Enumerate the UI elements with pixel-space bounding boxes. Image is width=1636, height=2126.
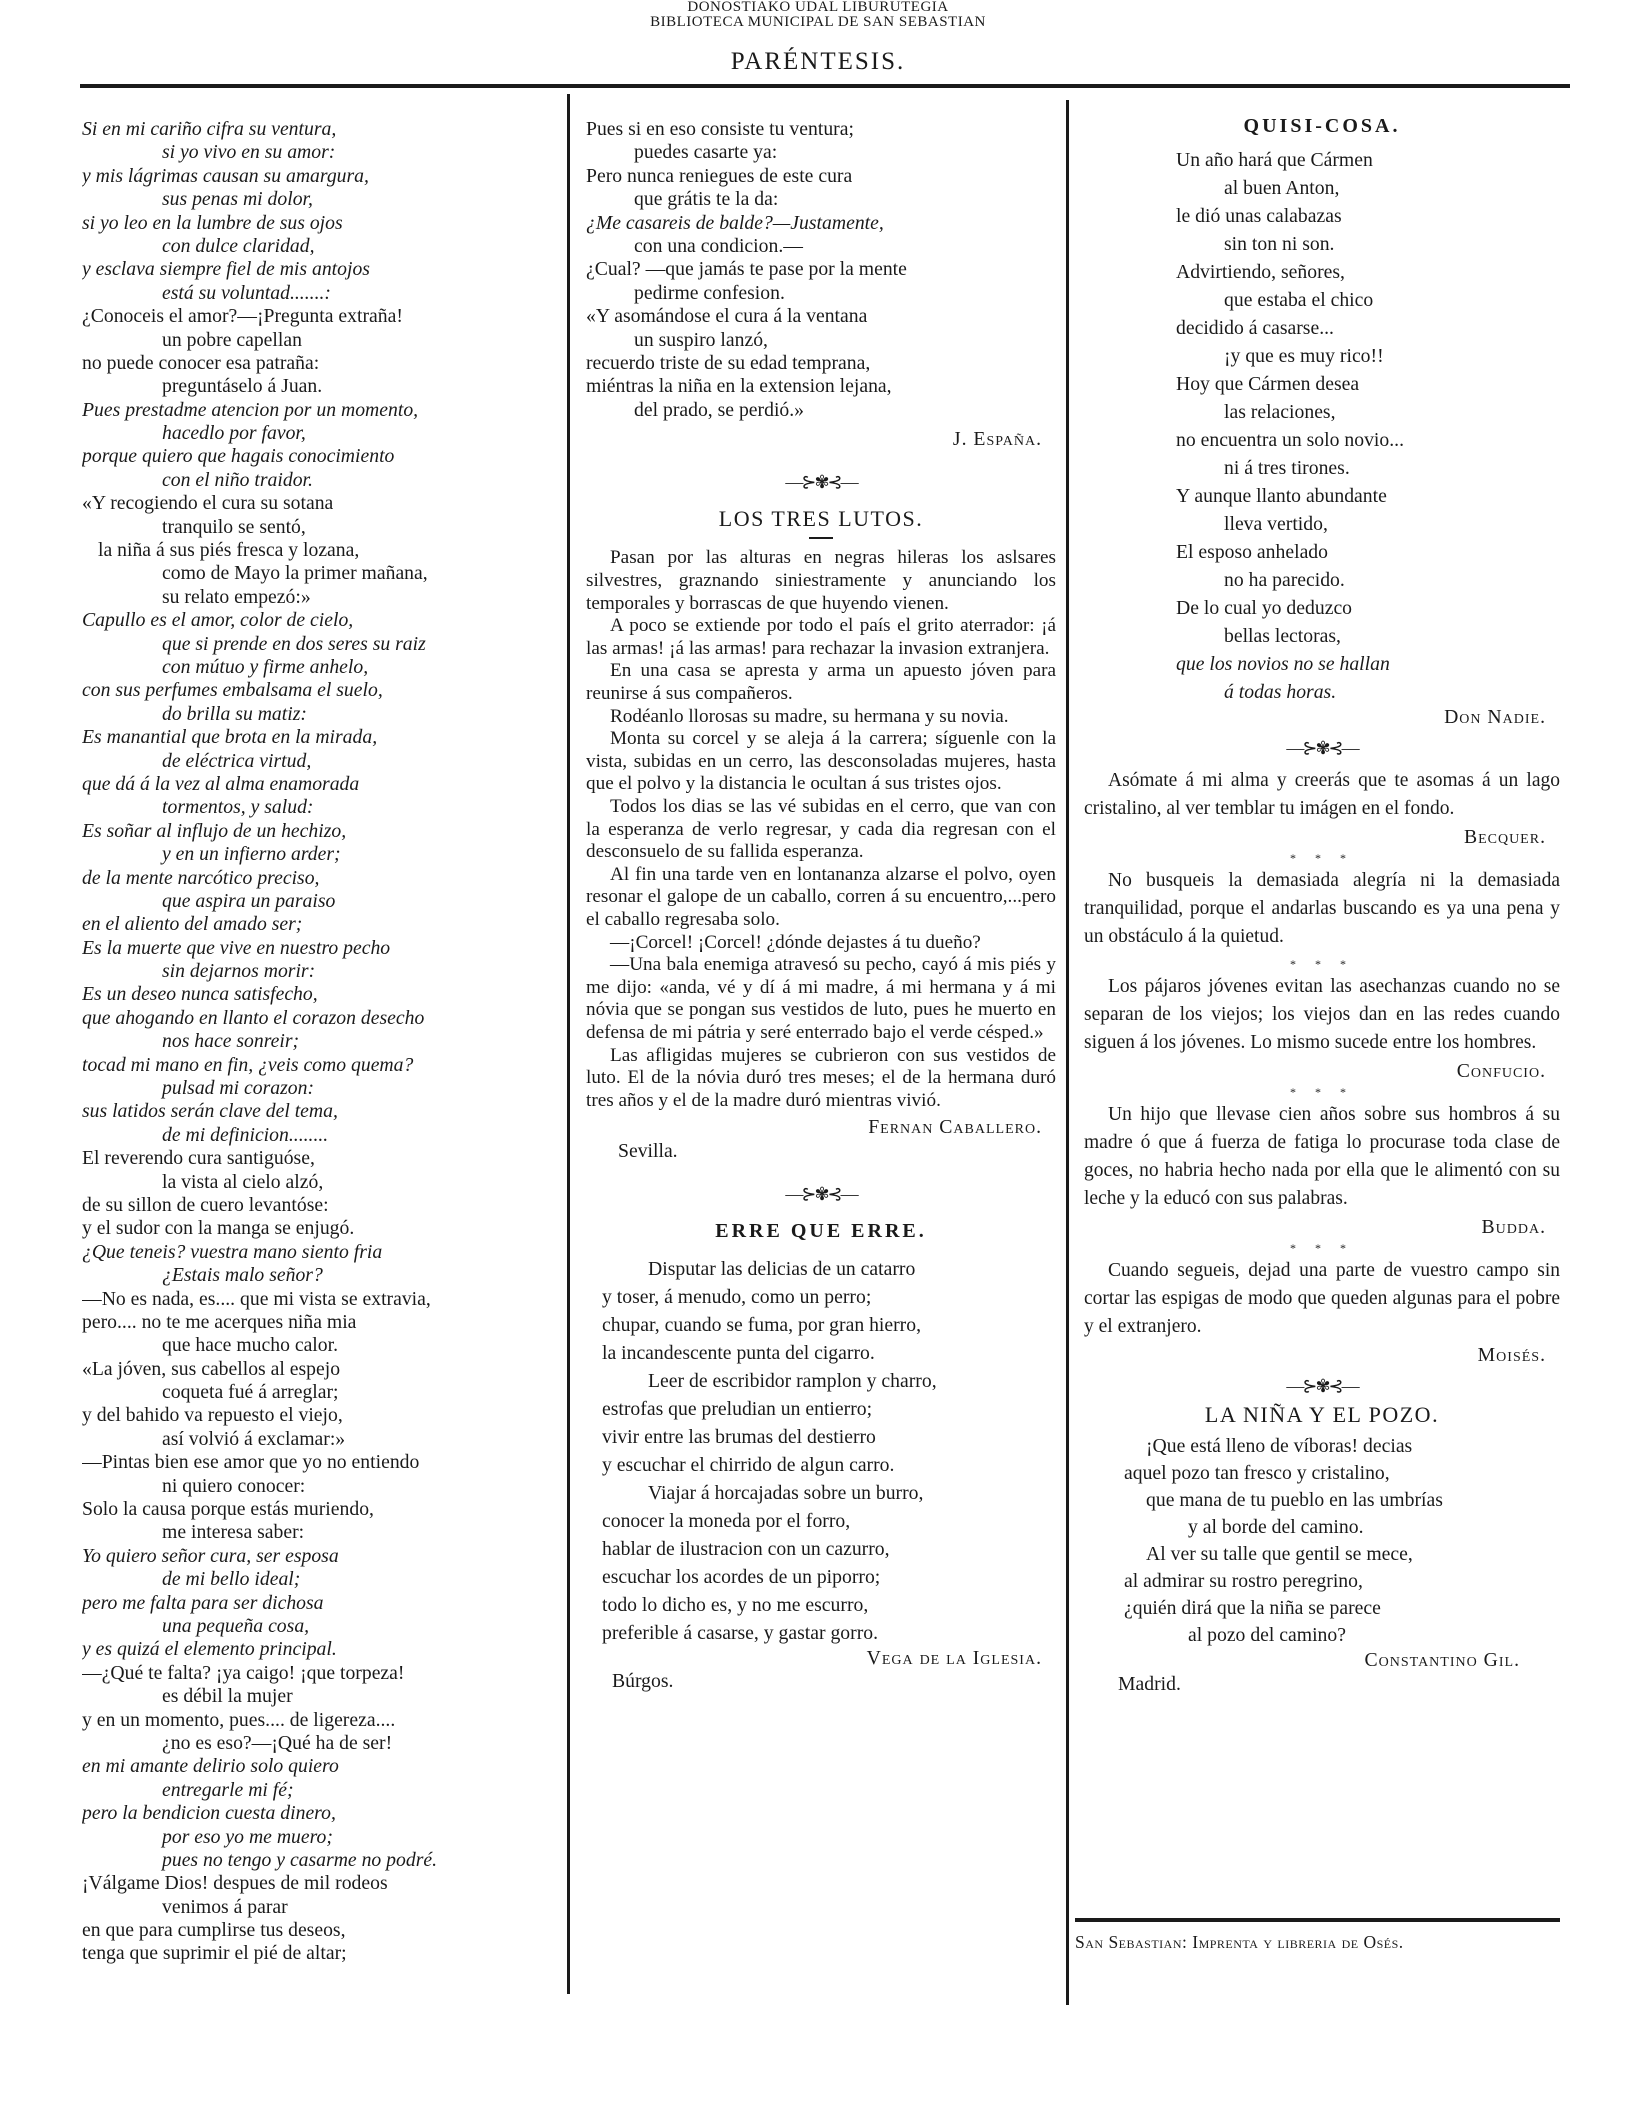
- verse-line: no puede conocer esa patraña:: [82, 351, 320, 374]
- verse-line: lleva vertido,: [1224, 513, 1328, 535]
- verse-line: ¿Que teneis? vuestra mano siento fria: [82, 1240, 383, 1263]
- verse-line: Y aunque llanto abundante: [1176, 485, 1387, 507]
- verse-line: pero.... no te me acerques niña mia: [82, 1310, 357, 1333]
- verse-line: De lo cual yo deduzco: [1176, 597, 1353, 619]
- verse-line: pues no tengo y casarme no podré.: [162, 1848, 438, 1871]
- verse-line: y al borde del camino.: [1188, 1516, 1364, 1539]
- verse-line: Es un deseo nunca satisfecho,: [82, 983, 318, 1006]
- verse-line: Pero nunca reniegues de este cura: [586, 164, 853, 187]
- verse-line: —¿Qué te falta? ¡ya caigo! ¡que torpeza!: [82, 1661, 405, 1684]
- paragraph: Rodéanlo llorosas su madre, su hermana y su novia.: [610, 705, 1009, 727]
- column-2: [586, 118, 1056, 1694]
- stars-divider: * * *: [1290, 1085, 1354, 1100]
- verse-line: que estaba el chico: [1224, 289, 1374, 311]
- verse-line: con dulce claridad,: [162, 234, 315, 257]
- verse-line: sin ton ni son.: [1224, 233, 1335, 255]
- stars-divider: * * *: [1290, 957, 1354, 972]
- verse-line: las relaciones,: [1224, 401, 1336, 423]
- verse-line: Pues prestadme atencion por un momento,: [82, 398, 419, 421]
- verse-line: Solo la causa porque estás muriendo,: [82, 1498, 374, 1521]
- sonnet-line: y escuchar el chirrido de algun carro.: [602, 1454, 895, 1477]
- sonnet-line: hablar de ilustracion con un cazurro,: [602, 1538, 890, 1561]
- verse-line: al buen Anton,: [1224, 177, 1340, 199]
- verse-line: tormentos, y salud:: [162, 796, 314, 819]
- verse-line: —No es nada, es.... que mi vista se extravia,: [82, 1287, 431, 1310]
- verse-line: no ha parecido.: [1224, 569, 1345, 591]
- verse-line: una pequeña cosa,: [162, 1615, 310, 1637]
- column-1: [82, 118, 560, 1966]
- verse-line: «La jóven, sus cabellos al espejo: [82, 1357, 341, 1380]
- verse-line: y es quizá el elemento principal.: [82, 1638, 337, 1661]
- verse-line: venimos á parar: [162, 1895, 288, 1918]
- verse-line: á todas horas.: [1224, 681, 1337, 703]
- top-rule: [80, 84, 1570, 88]
- nina-signature: Constantino Gil.: [1364, 1649, 1520, 1672]
- verse-line: Es la muerte que vive en nuestro pecho: [82, 936, 391, 959]
- verse-line: Advirtiendo, señores,: [1176, 261, 1345, 283]
- verse-line: que grátis te la da:: [634, 188, 779, 211]
- verse-line: ¿quién dirá que la niña se parece: [1124, 1597, 1381, 1620]
- sonnet-line: conocer la moneda por el forro,: [602, 1510, 851, 1533]
- verse-line: no encuentra un solo novio...: [1176, 429, 1405, 451]
- becquer-signature: Becquer.: [1463, 826, 1546, 849]
- sonnet-line: Disputar las delicias de un catarro: [648, 1258, 916, 1281]
- verse-line: y mis lágrimas causan su amargura,: [82, 164, 369, 187]
- verse-line: decidido á casarse...: [1176, 317, 1334, 339]
- paragraph: Pasan por las alturas en negras hileras los aslsares silvestres, graznando siniestramente y anunciando los temporales y borrascas de que huyendo vienen.: [586, 547, 1056, 614]
- sonnet-line: todo lo dicho es, y no me escurro,: [602, 1594, 869, 1617]
- verse-line: al pozo del camino?: [1188, 1624, 1346, 1647]
- verse-line: preguntáselo á Juan.: [162, 375, 323, 398]
- paragraph: Monta su corcel y se aleja á la carrera; síguenle con la vista, subidas en un cerro, las desconsoladas mujeres, hasta que el polvo y la distancia le ocultan á sus tristes ojos.: [586, 728, 1056, 795]
- poem-signature: J. España.: [952, 428, 1042, 451]
- sonnet-line: Viajar á horcajadas sobre un burro,: [648, 1482, 924, 1505]
- erre-place: Búrgos.: [612, 1670, 674, 1693]
- verse-line: está su voluntad.......:: [162, 281, 331, 304]
- moises-signature: Moisés.: [1477, 1344, 1546, 1367]
- nina-y-pozo-title: LA NIÑA Y EL POZO.: [1204, 1402, 1440, 1428]
- verse-line: como de Mayo la primer mañana,: [162, 562, 428, 585]
- verse-line: entregarle mi fé;: [162, 1778, 294, 1801]
- paragraph: —Una bala enemiga atravesó su pecho, cayó á mis piés y me dijo: «anda, vé y dí á mi madre, á mi hermana y á mi nóvia que se pongan sus vestidos de luto, pues he muerto en defensa de mi pátria y seré enterrado bajo el verde césped.»: [586, 954, 1056, 1043]
- alegria-quote: No busqueis la demasiada alegría ni la demasiada tranquilidad, porque el andarlas buscando es ya una pena y un obstáculo á la quietud.: [1084, 870, 1560, 948]
- verse-line: Pues si en eso consiste tu ventura;: [586, 118, 854, 140]
- verse-line: Si en mi cariño cifra su ventura,: [82, 118, 337, 140]
- sonnet-line: estrofas que preludian un entierro;: [602, 1398, 873, 1421]
- verse-line: pero me falta para ser dichosa: [82, 1591, 324, 1614]
- paragraph: A poco se extiende por todo el país el grito aterrador: ¡á las armas! ¡á las armas! para rechazar la invasion extranjera.: [586, 615, 1056, 659]
- sonnet-line: escuchar los acordes de un piporro;: [602, 1566, 881, 1589]
- imprint-footer: San Sebastian: Imprenta y libreria de Osés.: [1075, 1932, 1404, 1952]
- verse-line: al admirar su rostro peregrino,: [1124, 1570, 1363, 1593]
- verse-line: «Y recogiendo el cura su sotana: [82, 492, 334, 515]
- erre-que-erre-title: ERRE QUE ERRE.: [715, 1220, 927, 1243]
- paragraph: Todos los dias se las vé subidas en el cerro, que van con la esperanza de verlo regresar, y cada dia regresan con el desconsuelo de su fallida esperanza.: [586, 796, 1056, 863]
- paragraph: —¡Corcel! ¡Corcel! ¿dónde dejastes á tu dueño?: [610, 931, 981, 953]
- verse-line: que dá á la vez al alma enamorada: [82, 772, 360, 795]
- stars-divider: * * *: [1290, 1241, 1354, 1256]
- verse-line: miéntras la niña en la extension lejana,: [586, 375, 892, 398]
- verse-line: le dió unas calabazas: [1176, 205, 1342, 227]
- verse-line: Es soñar al influjo de un hechizo,: [82, 819, 347, 842]
- quisi-cosa-signature: Don Nadie.: [1444, 706, 1546, 728]
- verse-line: que hace mucho calor.: [162, 1334, 339, 1357]
- verse-line: con el niño traidor.: [162, 468, 313, 491]
- verse-line: puedes casarte ya:: [634, 141, 778, 164]
- verse-line: Hoy que Cármen desea: [1176, 373, 1360, 395]
- verse-line: y el sudor con la manga se enjugó.: [82, 1217, 355, 1240]
- verse-line: recuerdo triste de su edad temprana,: [586, 351, 871, 374]
- verse-line: del prado, se perdió.»: [634, 398, 805, 421]
- paragraph: Las afligidas mujeres se cubrieron con sus vestidos de luto. El de la nóvia duró tres meses; el de la hermana duró tres años y el de la madre duró mientras vivió.: [586, 1044, 1056, 1111]
- verse-line: pero la bendicion cuesta dinero,: [82, 1802, 336, 1825]
- verse-line: de su sillon de cuero levantóse:: [82, 1193, 329, 1216]
- verse-line: y esclava siempre fiel de mis antojos: [82, 258, 370, 281]
- title-underline: [809, 537, 833, 539]
- budda-signature: Budda.: [1481, 1216, 1546, 1239]
- ornament-divider: —⊱✾⊰—: [785, 1184, 857, 1205]
- verse-line: me interesa saber:: [162, 1521, 305, 1544]
- verse-line: tranquilo se sentó,: [162, 515, 306, 538]
- verse-line: que si prende en dos seres su raiz: [162, 632, 426, 655]
- verse-line: si yo vivo en su amor:: [162, 141, 336, 164]
- verse-line: tenga que suprimir el pié de altar;: [82, 1942, 347, 1965]
- verse-line: que los novios no se hallan: [1176, 653, 1390, 675]
- bottom-rule: [1075, 1918, 1560, 1922]
- verse-line: ni quiero conocer:: [162, 1474, 306, 1497]
- stars-divider: * * *: [1290, 851, 1354, 866]
- verse-line: si yo leo en la lumbre de sus ojos: [82, 211, 343, 234]
- archive-header: [0, 0, 1636, 30]
- confucio-signature: Confucio.: [1456, 1060, 1546, 1083]
- verse-line: en el aliento del amado ser;: [82, 913, 303, 936]
- verse-line: ¿Conoceis el amor?—¡Pregunta extraña!: [82, 305, 403, 328]
- verse-line: y en un momento, pues.... de ligereza....: [82, 1708, 396, 1731]
- verse-line: de mi definicion........: [162, 1123, 329, 1146]
- erre-signature: Vega de la Iglesia.: [866, 1647, 1042, 1670]
- sonnet-line: y toser, á menudo, como un perro;: [602, 1286, 872, 1309]
- sonnet-line: Leer de escribidor ramplon y charro,: [648, 1370, 937, 1393]
- verse-line: ¡Que está lleno de víboras! decias: [1146, 1435, 1413, 1458]
- verse-line: con mútuo y firme anhelo,: [162, 655, 369, 678]
- verse-line: de eléctrica virtud,: [162, 749, 312, 772]
- sonnet-line: preferible á casarse, y gastar gorro.: [602, 1622, 879, 1645]
- verse-line: El reverendo cura santiguóse,: [82, 1147, 315, 1170]
- verse-line: así volvió á exclamar:»: [162, 1427, 346, 1450]
- verse-line: y en un infierno arder;: [162, 843, 341, 866]
- verse-line: con una condicion.—: [634, 234, 803, 257]
- verse-line: ¿Me casareis de balde?—Justamente,: [586, 211, 884, 234]
- verse-line: ¿Estais malo señor?: [162, 1264, 323, 1287]
- verse-line: ni á tres tirones.: [1224, 457, 1350, 479]
- verse-line: que aspira un paraiso: [162, 889, 336, 912]
- verse-line: Un año hará que Cármen: [1176, 149, 1373, 171]
- verse-line: un suspiro lanzó,: [634, 328, 768, 351]
- ornament-divider: —⊱✾⊰—: [785, 472, 857, 493]
- sonnet-line: chupar, cuando se fuma, por gran hierro,: [602, 1314, 922, 1337]
- verse-line: y del bahido va repuesto el viejo,: [82, 1404, 343, 1427]
- verse-line: aquel pozo tan fresco y cristalino,: [1124, 1462, 1390, 1485]
- tres-lutos-title: LOS TRES LUTOS.: [718, 506, 924, 532]
- moises-quote: Cuando segueis, dejad una parte de vuestro campo sin cortar las espigas de modo que queden algunas para el pobre y el extranjero.: [1084, 1260, 1560, 1338]
- verse-line: hacedlo por favor,: [162, 422, 306, 445]
- column-divider-1: [567, 94, 570, 1994]
- verse-line: porque quiero que hagais conocimiento: [82, 445, 395, 468]
- verse-line: Capullo es el amor, color de cielo,: [82, 609, 354, 632]
- budda-quote: Un hijo que llevase cien años sobre sus hombros á su madre ó que á fuerza de fatiga lo procurase toda clase de goces, no habria hecho nada por ella que le alimentó con su leche y la educó con sus palabras.: [1084, 1104, 1560, 1210]
- verse-line: nos hace sonreir;: [162, 1030, 300, 1053]
- confucio-quote: Los pájaros jóvenes evitan las asechanzas cuando no se separan de los viejos; los viejos dan en las redes cuando siguen á los jóvenes. Lo mismo sucede entre los hombres.: [1084, 976, 1560, 1054]
- verse-line: sin dejarnos morir:: [162, 960, 316, 983]
- verse-line: de la mente narcótico preciso,: [82, 866, 320, 889]
- verse-line: su relato empezó:»: [162, 585, 311, 608]
- verse-line: ¡Válgame Dios! despues de mil rodeos: [82, 1872, 388, 1895]
- ornament-divider: —⊱✾⊰—: [1286, 738, 1358, 759]
- verse-line: coqueta fué á arreglar;: [162, 1381, 339, 1404]
- verse-line: por eso yo me muero;: [162, 1825, 333, 1848]
- verse-line: pulsad mi corazon:: [162, 1077, 315, 1100]
- nina-place: Madrid.: [1118, 1672, 1181, 1695]
- paragraph: En una casa se apresta y arma un apuesto jóven para reunirse á sus compañeros.: [586, 660, 1056, 705]
- verse-line: pedirme confesion.: [634, 281, 785, 304]
- column-divider-2: [1066, 100, 1069, 2005]
- verse-line: tocad mi mano en fin, ¿veis como quema?: [82, 1053, 414, 1076]
- verse-line: Es manantial que brota en la mirada,: [82, 726, 378, 749]
- tres-lutos-place: Sevilla.: [618, 1139, 678, 1162]
- verse-line: Yo quiero señor cura, ser esposa: [82, 1544, 339, 1567]
- verse-line: ¿no es eso?—¡Qué ha de ser!: [162, 1731, 393, 1754]
- verse-line: con sus perfumes embalsama el suelo,: [82, 679, 383, 702]
- masthead-title: PARÉNTESIS.: [730, 48, 906, 75]
- verse-line: —Pintas bien ese amor que yo no entiendo: [82, 1451, 420, 1474]
- verse-line: sus penas mi dolor,: [162, 188, 313, 211]
- sonnet-line: vivir entre las brumas del destierro: [602, 1426, 876, 1449]
- archive-line-1: DONOSTIAKO UDAL LIBURUTEGIA: [687, 0, 949, 15]
- tres-lutos-signature: Fernan Caballero.: [868, 1116, 1042, 1139]
- verse-line: que ahogando en llanto el corazon desecho: [82, 1006, 425, 1029]
- verse-line: la niña á sus piés fresca y lozana,: [98, 539, 360, 562]
- verse-line: bellas lectoras,: [1224, 625, 1341, 647]
- verse-line: do brilla su matiz:: [162, 702, 307, 725]
- archive-line-2: BIBLIOTECA MUNICIPAL DE SAN SEBASTIAN: [650, 14, 986, 30]
- verse-line: que mana de tu pueblo en las umbrías: [1146, 1489, 1443, 1512]
- verse-line: de mi bello ideal;: [162, 1568, 301, 1591]
- ornament-divider: —⊱✾⊰—: [1286, 1376, 1358, 1397]
- verse-line: es débil la mujer: [162, 1685, 293, 1708]
- paragraph: Al fin una tarde ven en lontananza alzarse el polvo, oyen resonar el galope de un caballo, corren á su encuentro,...pero el caballo regresaba solo.: [586, 863, 1056, 930]
- verse-line: ¡y que es muy rico!!: [1224, 345, 1384, 367]
- column-3: [1084, 112, 1560, 1696]
- sonnet-line: la incandescente punta del cigarro.: [602, 1342, 875, 1365]
- verse-line: un pobre capellan: [162, 328, 302, 351]
- quisi-cosa-title: QUISI-COSA.: [1243, 115, 1401, 137]
- verse-line: la vista al cielo alzó,: [162, 1170, 324, 1193]
- verse-line: «Y asomándose el cura á la ventana: [586, 305, 868, 328]
- verse-line: El esposo anhelado: [1176, 541, 1328, 563]
- verse-line: en que para cumplirse tus deseos,: [82, 1919, 346, 1942]
- verse-line: en mi amante delirio solo quiero: [82, 1755, 339, 1778]
- verse-line: Al ver su talle que gentil se mece,: [1146, 1543, 1413, 1566]
- becquer-quote: Asómate á mi alma y creerás que te asomas á un lago cristalino, al ver temblar tu imágen en el fondo.: [1084, 770, 1560, 820]
- verse-line: sus latidos serán clave del tema,: [82, 1100, 338, 1123]
- verse-line: ¿Cual? —que jamás te pase por la mente: [586, 258, 907, 281]
